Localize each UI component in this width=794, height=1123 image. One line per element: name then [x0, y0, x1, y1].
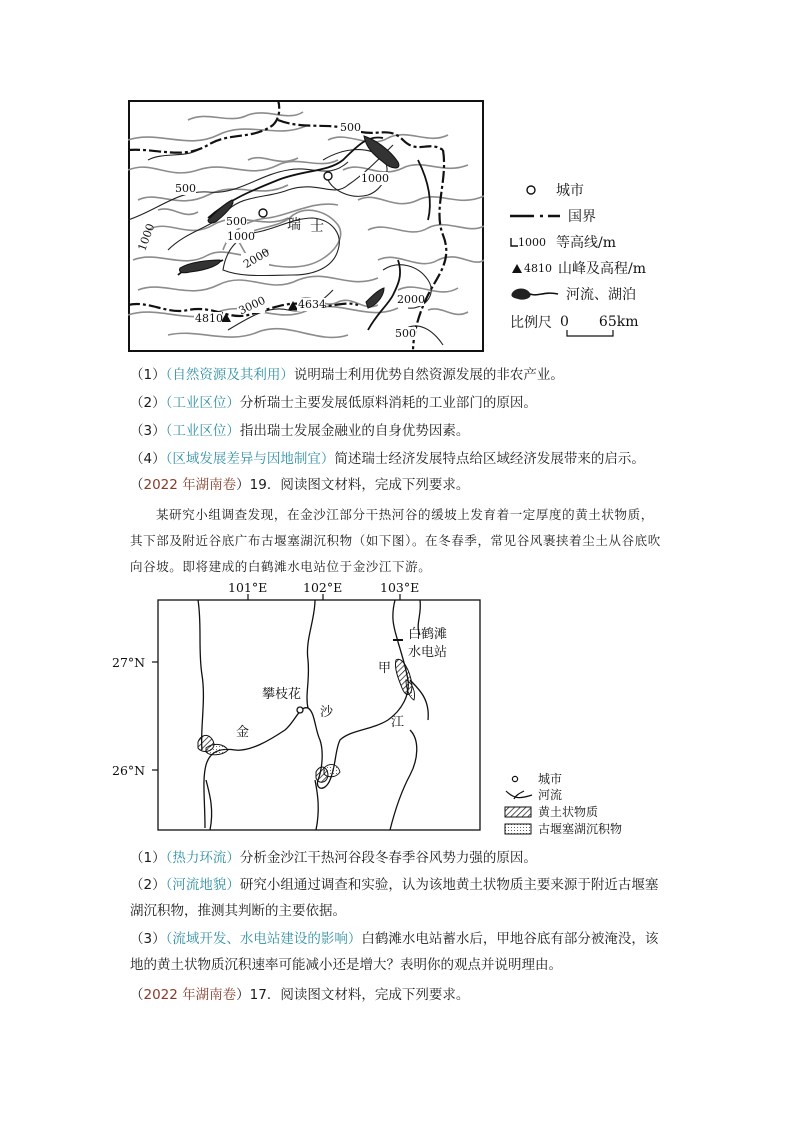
lat-label: 27°N [112, 655, 146, 670]
switzerland-map [128, 100, 484, 352]
jinsha-map-legend [500, 770, 660, 840]
river-label: 沙 [320, 705, 334, 720]
contour-label: 500 [395, 327, 416, 340]
question-tag: （流域开发、水电站建设的影响） [165, 931, 362, 947]
question-1-3: （3）（工业区位）指出瑞士发展金融业的自身优势因素。 [130, 423, 470, 439]
question-2-2: （2）（河流地貌）研究小组通过调查和实验，认为该地黄土状物质主要来源于附近古堰塞湖沉积物，推测其判断的主要依据。 [130, 877, 659, 919]
lon-label: 102°E [303, 580, 343, 595]
city-symbol-icon [510, 774, 520, 784]
question-tag: （河流地貌） [165, 877, 240, 893]
site-jia-label: 甲 [378, 661, 392, 676]
peak-label-4634: 4634 [298, 298, 326, 311]
legend-scale-zero: 0 [560, 314, 569, 330]
question-2-3: （3）（流域开发、水电站建设的影响）白鹤滩水电站蓄水后，甲地谷底有部分被淹没，该地的黄土状物质沉积速率可能减小还是增大？表明你的观点并说明理由。 [130, 931, 659, 973]
river-symbol-icon [504, 789, 534, 801]
question-1-1: （1）（自然资源及其利用）说明瑞士利用优势自然资源发展的非农产业。 [130, 367, 564, 383]
legend-river: 河流 [538, 788, 563, 802]
exam-source: 2022 年湖南卷 [143, 477, 237, 493]
legend-city: 城市 [556, 183, 584, 199]
contour-label: 1000 [227, 230, 255, 243]
loess-symbol-icon [504, 806, 532, 818]
city-label: 攀枝花 [262, 687, 302, 702]
contour-label: 500 [226, 215, 247, 228]
country-label: 士 [310, 219, 324, 235]
source-line-17: （2022 年湖南卷）17．阅读图文材料，完成下列要求。 [130, 987, 470, 1003]
lat-label: 26°N [112, 763, 146, 778]
legend-loess: 黄土状物质 [538, 805, 599, 819]
contour-label: 2000 [397, 293, 425, 306]
legend-scale-max: 65km [598, 314, 639, 330]
legend-contour-value: 1000 [518, 235, 546, 249]
question-tag: （区域发展差异与因地制宜） [165, 451, 335, 467]
country-label: 瑞 [287, 217, 301, 233]
river-label: 江 [391, 715, 405, 730]
contour-label: 1000 [135, 221, 158, 253]
lon-label: 101°E [228, 580, 268, 595]
legend-lake-sediment: 古堰塞湖沉积物 [538, 822, 623, 836]
question-2-1: （1）（热力环流）分析金沙江干热河谷段冬春季谷风势力强的原因。 [130, 850, 537, 866]
contour-label: 3000 [236, 293, 268, 318]
contour-label: 500 [340, 121, 361, 134]
legend-water: 河流、湖泊 [566, 287, 636, 303]
river-label: 金 [236, 725, 250, 740]
question-tag: （工业区位） [165, 423, 240, 439]
material-paragraph: 某研究小组调查发现，在金沙江部分干热河谷的缓坡上发育着一定厚度的黄土状物质，其下部及附近谷底广布古堰塞湖沉积物（如下图）。在冬春季，常见谷风裹挟着尘土从谷底吹向谷坡。即将建成的白鹤滩水电站位于金沙江下游。 [130, 507, 661, 574]
peak-label-4810: 4810 [195, 312, 223, 325]
water-symbol-icon [510, 285, 560, 303]
exam-source: 2022 年湖南卷 [143, 987, 237, 1003]
legend-peak-value: 4810 [524, 261, 552, 275]
legend-scale-label: 比例尺 [510, 315, 552, 331]
city-symbol-icon [524, 183, 538, 197]
peak-symbol-icon [512, 263, 522, 273]
question-tag: （热力环流） [165, 850, 240, 866]
legend-city: 城市 [538, 772, 563, 786]
scale-bar [566, 330, 616, 338]
source-line-19: （2022 年湖南卷）19．阅读图文材料，完成下列要求。 [130, 477, 470, 493]
station-label: 水电站 [408, 645, 448, 660]
question-1-4: （4）（区域发展差异与因地制宜）简述瑞士经济发展特点给区域经济发展带来的启示。 [130, 451, 645, 467]
lon-label: 103°E [380, 580, 420, 595]
question-tag: （工业区位） [165, 395, 240, 411]
legend-border: 国界 [568, 209, 596, 225]
legend-peak: 山峰及高程/m [558, 261, 646, 277]
question-1-2: （2）（工业区位）分析瑞士主要发展低原料消耗的工业部门的原因。 [130, 395, 537, 411]
jinsha-river-map [110, 580, 490, 835]
border-symbol-icon [510, 211, 562, 221]
contour-label: 2000 [241, 245, 272, 271]
legend-contour: 等高线/m [556, 235, 616, 251]
switzerland-map-legend [510, 176, 690, 336]
contour-label: 500 [175, 182, 196, 195]
lake-sediment-symbol-icon [504, 823, 532, 835]
station-label: 白鹤滩 [408, 627, 448, 642]
question-tag: （自然资源及其利用） [165, 367, 294, 383]
contour-label: 1000 [361, 172, 389, 185]
contour-symbol-icon [510, 236, 518, 248]
